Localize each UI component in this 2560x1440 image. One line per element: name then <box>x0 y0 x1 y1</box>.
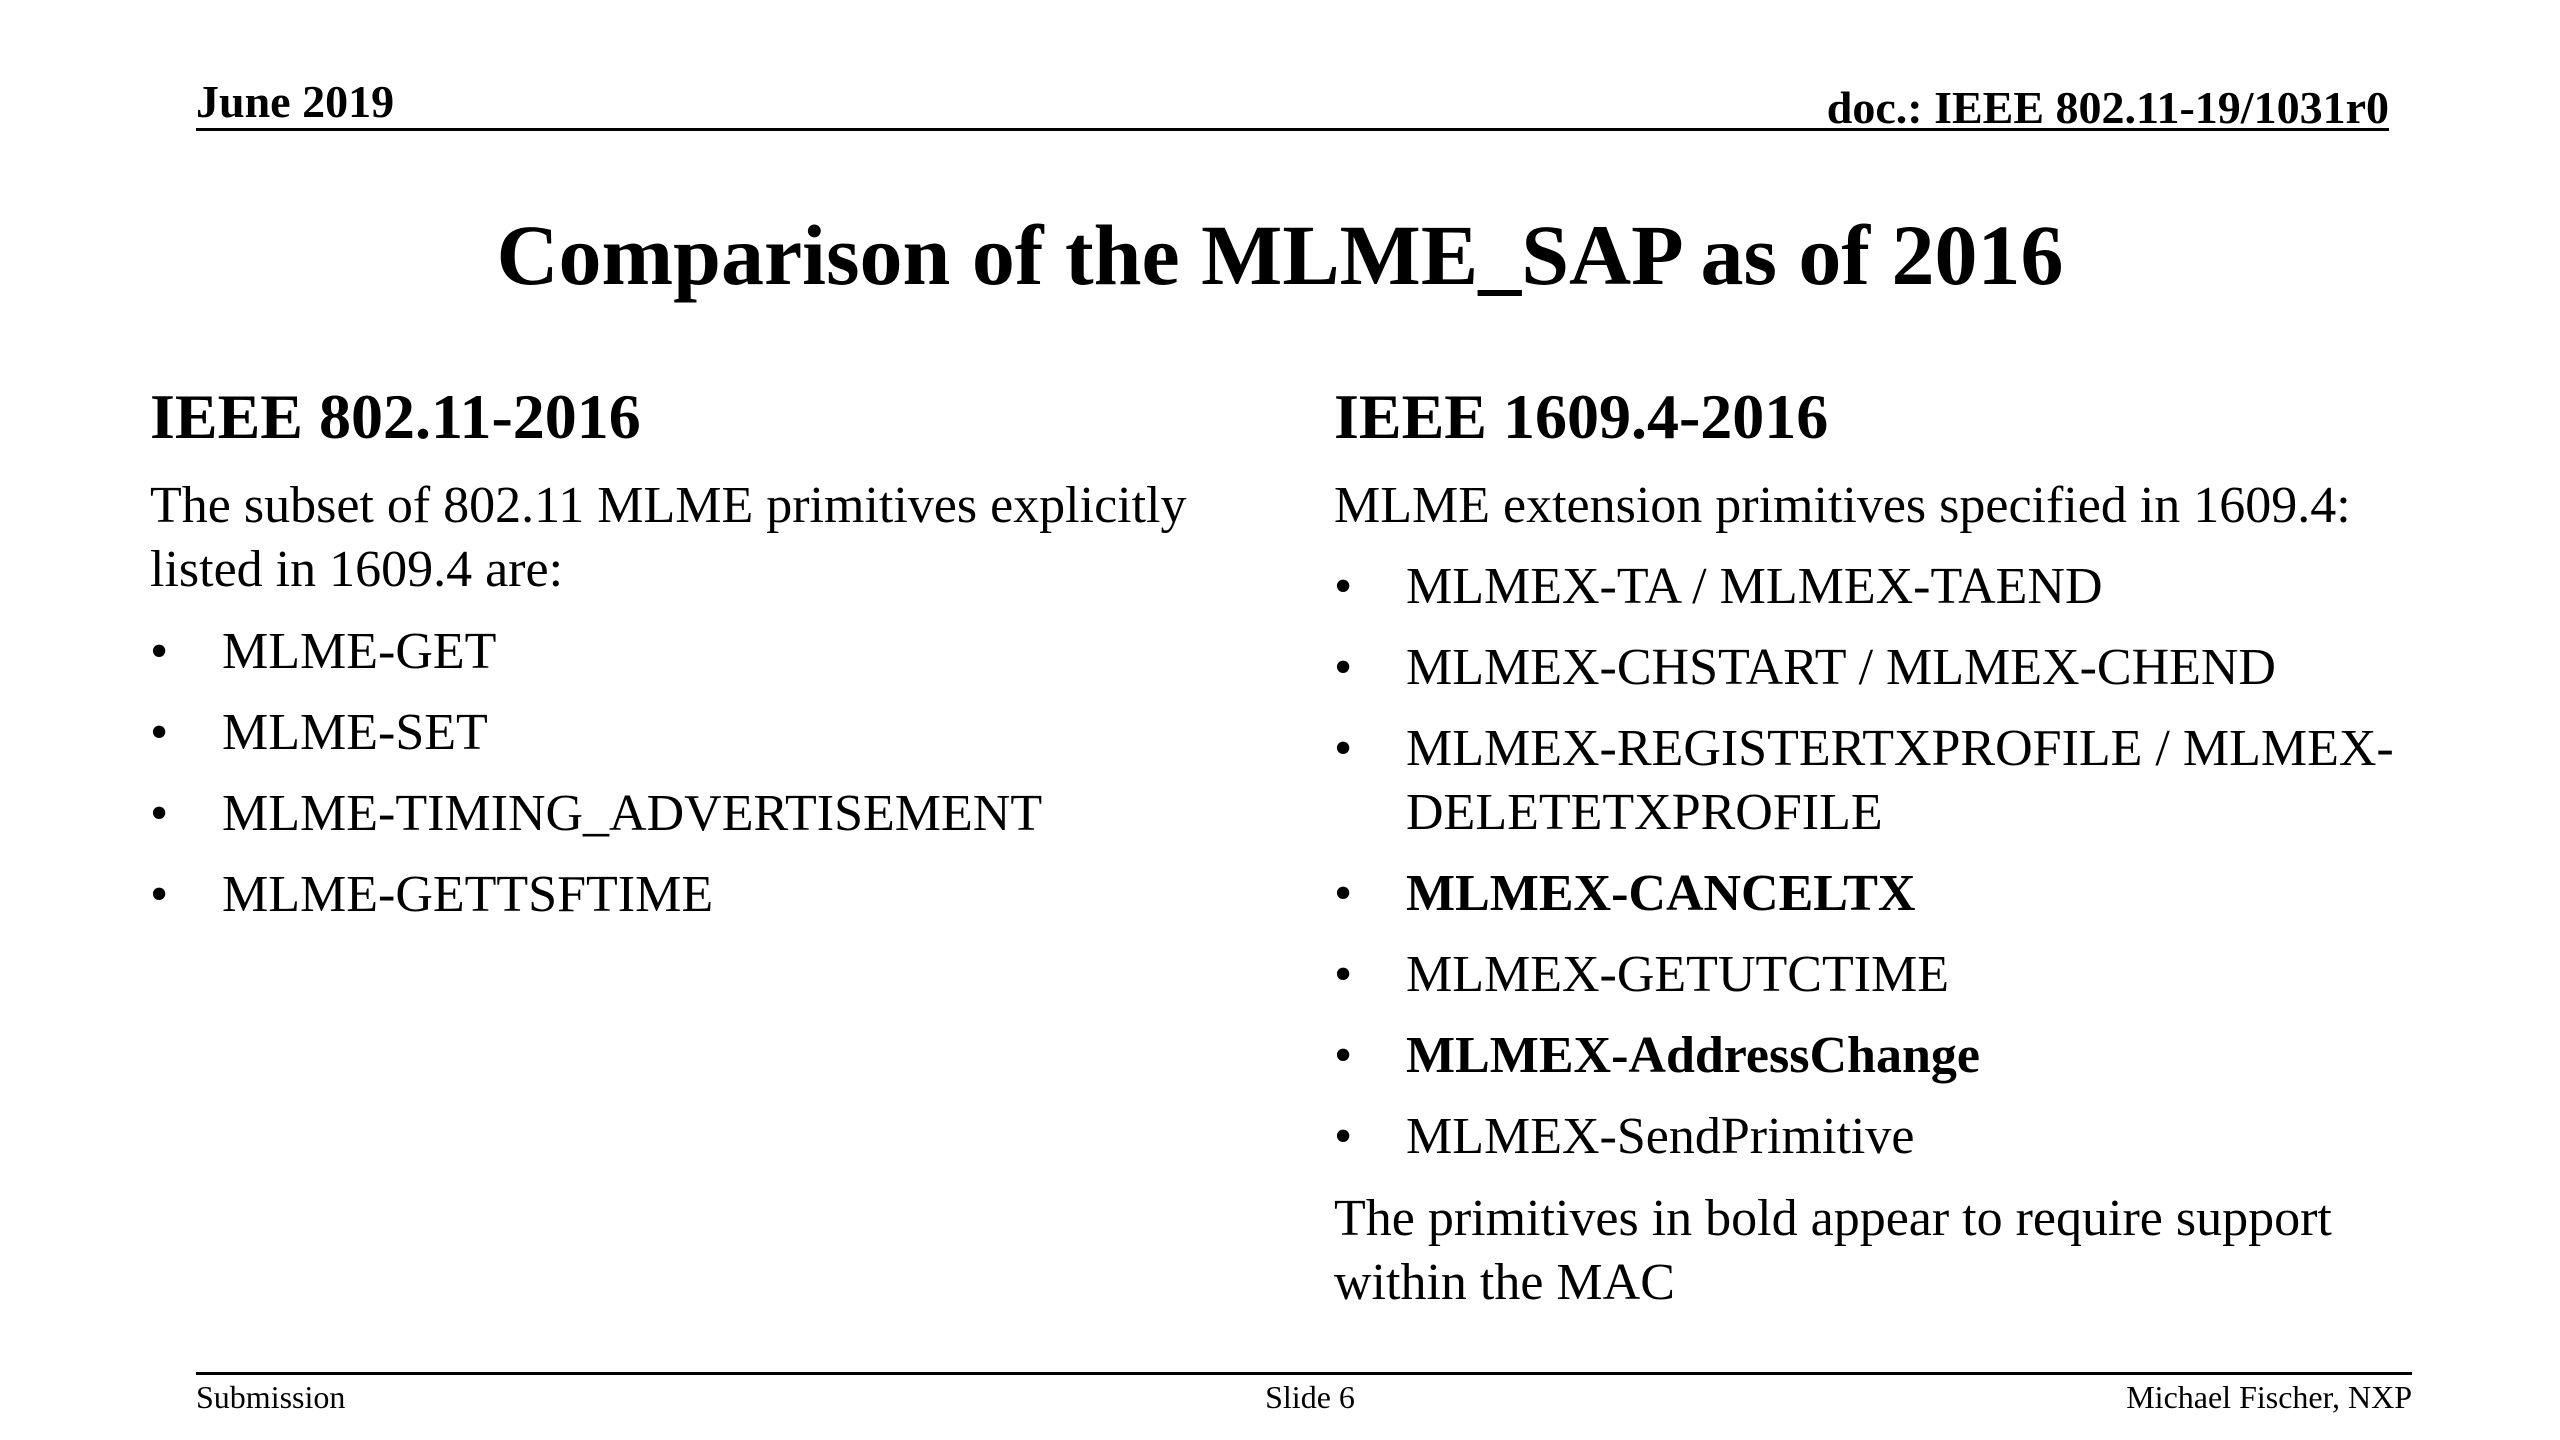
right-column-intro: MLME extension primitives specified in 1609.4: <box>1334 477 2351 534</box>
list-item <box>150 863 1280 927</box>
list-item-text: MLMEX-SendPrimitive <box>1406 1108 1915 1165</box>
list-item <box>1334 555 2484 619</box>
list-item <box>150 620 1280 684</box>
list-item <box>1334 1024 2484 1088</box>
list-item <box>1334 717 2484 845</box>
bullet-icon: • <box>150 866 169 923</box>
list-item <box>1334 862 2484 926</box>
left-bullet-list <box>150 620 1280 944</box>
footer-author: Michael Fischer, NXP <box>2126 1379 2412 1415</box>
footer-slide-number: Slide 6 <box>1265 1379 1355 1415</box>
right-column-note: The primitives in bold appear to require support within the MAC <box>1334 1190 2332 1311</box>
bullet-icon: • <box>1334 1027 1353 1084</box>
left-column-intro: The subset of 802.11 MLME primitives explicitly listed in 1609.4 are: <box>150 477 1187 598</box>
list-item-text: MLME-GET <box>222 623 497 680</box>
slide-title: Comparison of the MLME_SAP as of 2016 <box>496 207 2064 303</box>
bullet-icon: • <box>150 704 169 761</box>
bullet-icon: • <box>1334 639 1353 696</box>
list-item-text: MLMEX-TA / MLMEX-TAEND <box>1406 558 2103 615</box>
bullet-icon: • <box>1334 946 1353 1003</box>
bullet-icon: • <box>1334 558 1353 615</box>
bullet-icon: • <box>1334 720 1353 777</box>
list-item-text: MLMEX-GETUTCTIME <box>1406 946 1950 1003</box>
list-item <box>1334 943 2484 1007</box>
footer-submission: Submission <box>196 1379 346 1415</box>
header-date: June 2019 <box>196 76 395 127</box>
list-item-text: MLME-SET <box>222 704 488 761</box>
right-bullet-list <box>1334 555 2484 1186</box>
bullet-icon: • <box>150 623 169 680</box>
list-item <box>150 701 1280 765</box>
list-item-text: MLMEX-AddressChange <box>1406 1027 1980 1084</box>
list-item-text: MLME-TIMING_ADVERTISEMENT <box>222 785 1043 842</box>
list-item <box>1334 636 2484 700</box>
header-doc-id: doc.: IEEE 802.11-19/1031r0 <box>1826 82 2389 133</box>
list-item-text: MLMEX-REGISTERTXPROFILE / MLMEX-DELETETXPROFILE <box>1406 720 2394 841</box>
list-item <box>150 782 1280 846</box>
header-divider <box>196 128 2389 131</box>
right-column-heading: IEEE 1609.4-2016 <box>1334 381 1829 452</box>
list-item-text: MLME-GETTSFTIME <box>222 866 714 923</box>
bullet-icon: • <box>1334 1108 1353 1165</box>
left-column-heading: IEEE 802.11-2016 <box>150 381 641 452</box>
bullet-icon: • <box>1334 865 1353 922</box>
footer-divider <box>196 1372 2412 1375</box>
list-item <box>1334 1105 2484 1169</box>
bullet-icon: • <box>150 785 169 842</box>
list-item-text: MLMEX-CHSTART / MLMEX-CHEND <box>1406 639 2276 696</box>
list-item-text: MLMEX-CANCELTX <box>1406 865 1916 922</box>
